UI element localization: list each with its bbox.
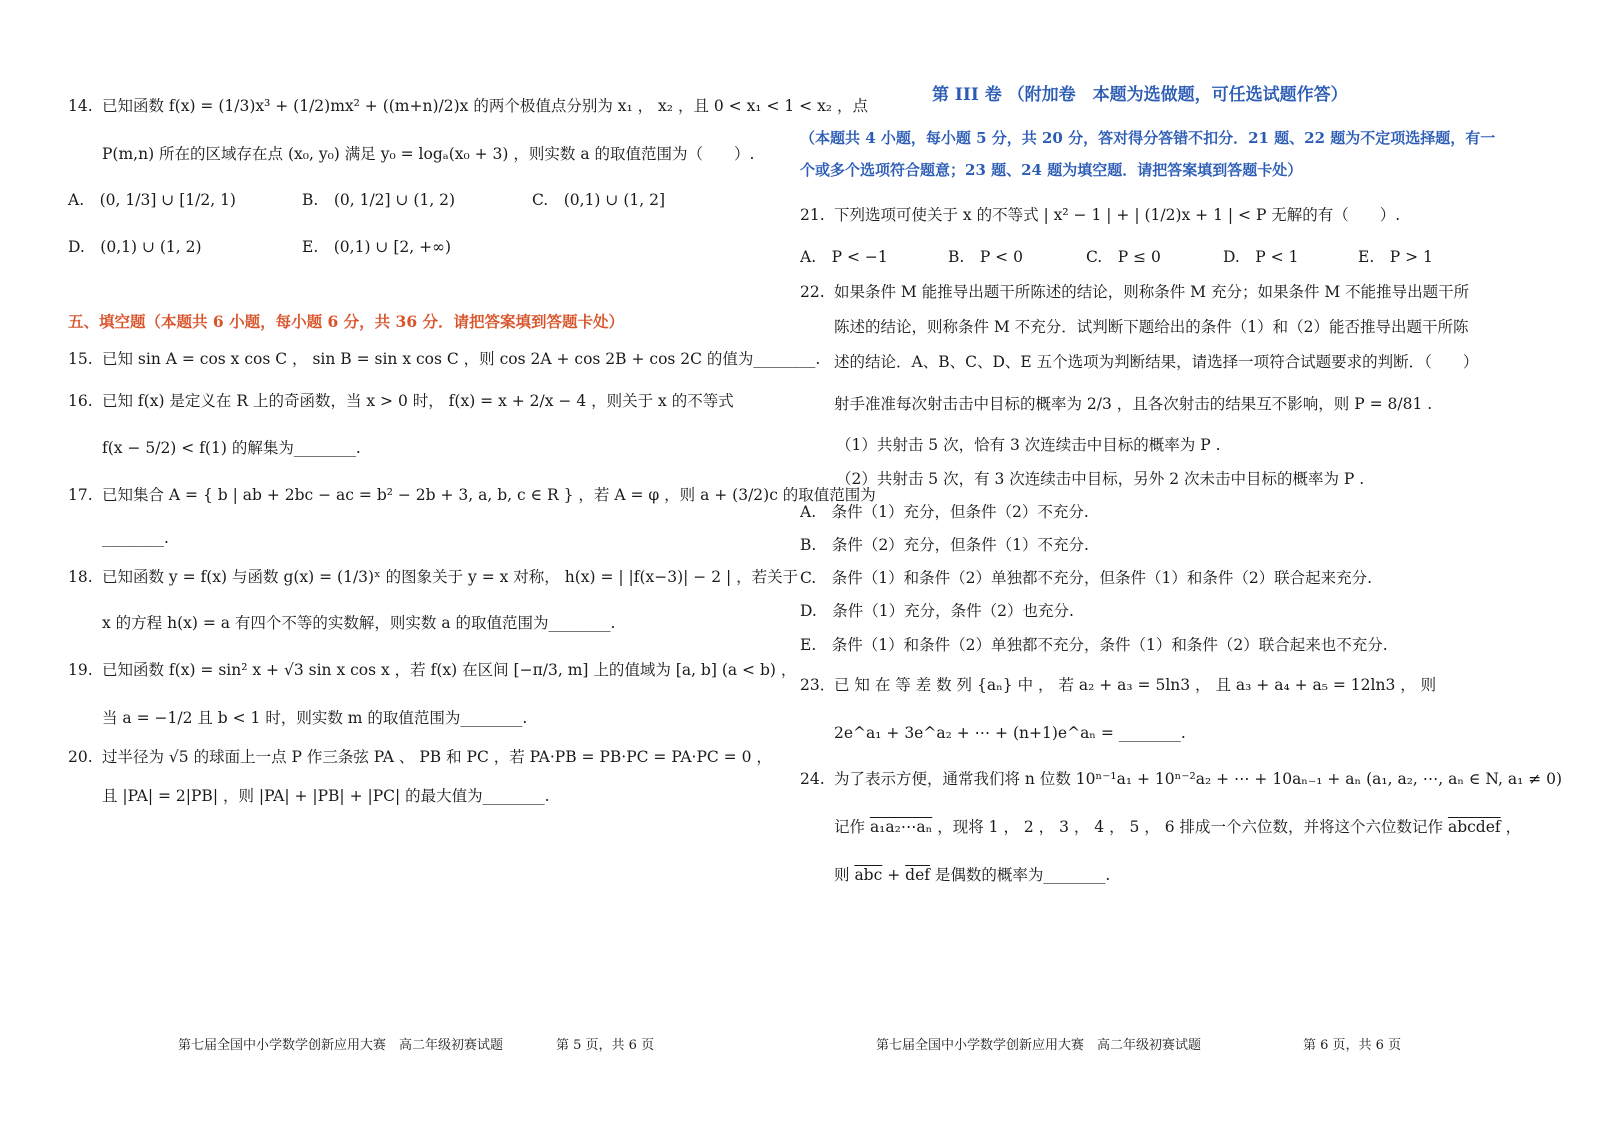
- q17-number: 17.: [68, 486, 93, 504]
- q20-text: 过半径为 √5 的球面上一点 P 作三条弦 PA 、 PB 和 PC ，若 PA·PB = PB·PC = PA·PC = 0 ，: [102, 748, 772, 766]
- q22-text: 如果条件 M 能推导出题干所陈述的结论，则称条件 M 充分；如果条件 M 不能推导出题干所: [834, 283, 1470, 301]
- q15-text: 已知 sin A = cos x cos C ， sin B = sin x cos C ，则 cos 2A + cos 2B + cos 2C 的值为________.: [102, 350, 821, 368]
- q22-option-d: D. 条件（1）充分，条件（2）也充分.: [800, 602, 1074, 620]
- q14-option-c: C. (0,1) ∪ (1, 2]: [532, 191, 665, 209]
- q21-option-d: D. P < 1: [1223, 248, 1299, 266]
- q24-line3-pre: 则: [834, 866, 855, 884]
- q19-text: 已知函数 f(x) = sin² x + √3 sin x cos x ，若 f(x) 在区间 [−π/3, m] 上的值域为 [a, b] (a < b) ，: [102, 661, 797, 679]
- section3-note-line1: （本题共 4 小题，每小题 5 分，共 20 分，答对得分答错不扣分．21 题、22 题为不定项选择题，有一: [800, 129, 1496, 147]
- q24-line2-post: ，: [1500, 818, 1522, 836]
- q23-number: 23．: [800, 676, 836, 694]
- section3-note-line2: 个或多个选项符合题意；23 题、24 题为填空题．请把答案填到答题卡处）: [800, 161, 1303, 179]
- q22-option-b: B. 条件（2）充分，但条件（1）不充分.: [800, 536, 1089, 554]
- section5-heading: 五、填空题（本题共 6 小题，每小题 6 分，共 36 分．请把答案填到答题卡处）: [68, 312, 625, 331]
- q14-line2: P(m,n) 所在的区域存在点 (x₀, y₀) 满足 y₀ = logₐ(x₀ + 3) ，则实数 a 的取值范围为（ ）.: [102, 145, 755, 163]
- q24-text: 为了表示方便，通常我们将 n 位数 10ⁿ⁻¹a₁ + 10ⁿ⁻²a₂ + ⋯ + 10aₙ₋₁ + aₙ (a₁, a₂, ⋯, aₙ ∈ N, a₁ ≠ 0): [834, 770, 1563, 788]
- q16-number: 16.: [68, 392, 93, 410]
- q14-text: 已知函数 f(x) = (1/3)x³ + (1/2)mx² + ((m+n)/2)x 的两个极值点分别为 x₁ ， x₂ ，且 0 < x₁ < 1 < x₂ ，点: [102, 97, 868, 115]
- q18-number: 18.: [68, 568, 93, 586]
- q16-line2: f(x − 5/2) < f(1) 的解集为________.: [102, 439, 361, 457]
- q19-number: 19.: [68, 661, 93, 679]
- q21-option-b: B. P < 0: [948, 248, 1023, 266]
- q21-line1: [800, 204, 1400, 226]
- q18-text: 已知函数 y = f(x) 与函数 g(x) = (1/3)ˣ 的图象关于 y = x 对称， h(x) = | |f(x−3)| − 2 | ，若关于: [102, 568, 799, 586]
- q21-number: 21.: [800, 206, 825, 224]
- q22-option-a: A. 条件（1）充分，但条件（2）不充分.: [800, 503, 1089, 521]
- q23-line1: [800, 674, 1436, 696]
- q14-option-d: D. (0,1) ∪ (1, 2): [68, 238, 202, 256]
- q24-overline-def: $\overline{def}$: [905, 866, 930, 884]
- q18-line1: [68, 566, 798, 588]
- q16-text: 已知 f(x) 是定义在 R 上的奇函数，当 x > 0 时， f(x) = x + 2/x − 4 ，则关于 x 的不等式: [102, 392, 734, 410]
- q24-line2: [834, 816, 1521, 838]
- q24-line2-mid: ，现将 1 ， 2 ， 3 ， 4 ， 5 ， 6 排成一个六位数，并将这个六位数记作: [932, 818, 1448, 836]
- q22-condition-2: （2）共射击 5 次，有 3 次连续击中目标，另外 2 次未击中目标的概率为 P .: [836, 470, 1365, 488]
- q20-line2: 且 |PA| = 2|PB| ，则 |PA| + |PB| + |PC| 的最大值为________.: [102, 787, 550, 805]
- q19-line2: 当 a = −1/2 且 b < 1 时，则实数 m 的取值范围为________.: [102, 709, 528, 727]
- q17-line1: [68, 484, 876, 506]
- right-page: [800, 0, 1600, 1129]
- q24-line3-plus: +: [882, 866, 906, 884]
- q18-line2: x 的方程 h(x) = a 有四个不等的实数解，则实数 a 的取值范围为________.: [102, 614, 616, 632]
- q14-option-b: B. (0, 1/2] ∪ (1, 2): [302, 191, 456, 209]
- footer-page-number: 第 5 页，共 6 页: [556, 1038, 655, 1053]
- q22-option-c: C. 条件（1）和条件（2）单独都不充分，但条件（1）和条件（2）联合起来充分.: [800, 569, 1373, 587]
- q22-option-e: E. 条件（1）和条件（2）单独都不充分，条件（1）和条件（2）联合起来也不充分.: [800, 636, 1388, 654]
- q23-text: 已 知 在 等 差 数 列 {aₙ} 中 ， 若 a₂ + a₃ = 5ln3 ， 且 a₃ + a₄ + a₅ = 12ln3 ， 则: [834, 676, 1437, 694]
- q24-line3-post: 是偶数的概率为________.: [929, 866, 1111, 884]
- q22-condition-1: （1）共射击 5 次，恰有 3 次连续击中目标的概率为 P .: [836, 436, 1221, 454]
- q15-number: 15.: [68, 350, 93, 368]
- q24-overline-abcdef: abcdef: [1447, 818, 1501, 836]
- q19-line1: [68, 659, 796, 681]
- q24-line1: [800, 768, 1562, 790]
- q14-number: 14.: [68, 97, 93, 115]
- q22-line1: [800, 281, 1469, 303]
- q21-text: 下列选项可使关于 x 的不等式 | x² − 1 | + | (1/2)x + 1 | < P 无解的有（ ）.: [834, 206, 1401, 224]
- q20-line1: [68, 746, 772, 768]
- footer-title: 第七届全国中小学数学创新应用大赛 高二年级初赛试题: [876, 1038, 1202, 1053]
- q22-line2: 陈述的结论，则称条件 M 不充分．试判断下题给出的条件（1）和（2）能否推导出题干所陈: [834, 318, 1469, 336]
- footer-page-number: 第 6 页，共 6 页: [1303, 1038, 1402, 1053]
- footer-title: 第七届全国中小学数学创新应用大赛 高二年级初赛试题: [178, 1038, 504, 1053]
- q17-text: 已知集合 A = { b | ab + 2bc − ac = b² − 2b + 3, a, b, c ∈ R } ，若 A = φ ，则 a + (3/2)c 的取值范围为: [102, 486, 876, 504]
- q22-line4: 射手准准每次射击击中目标的概率为 2/3 ，且各次射击的结果互不影响，则 P = 8/81 .: [834, 395, 1433, 413]
- q14-option-a: A. (0, 1/3] ∪ [1/2, 1): [68, 191, 236, 209]
- q20-number: 20.: [68, 748, 93, 766]
- q22-number: 22.: [800, 283, 825, 301]
- q23-line2: 2e^a₁ + 3e^a₂ + ⋯ + (n+1)e^aₙ = ________.: [834, 724, 1186, 742]
- section3-title: 第 III 卷 （附加卷 本题为选做题，可任选试题作答）: [932, 85, 1348, 105]
- q24-line3: [834, 864, 1110, 886]
- q21-option-c: C. P ≤ 0: [1086, 248, 1161, 266]
- q15-line1: [68, 348, 820, 370]
- q24-line2-pre: 记作: [834, 818, 870, 836]
- q24-overline-a1a2an: a₁a₂⋯aₙ: [869, 818, 933, 836]
- q16-line1: [68, 390, 734, 412]
- q24-overline-abc: $\overline{abc}$: [854, 866, 883, 884]
- q14-line1: [68, 95, 868, 117]
- q14-option-e: E. (0,1) ∪ [2, +∞): [302, 238, 452, 256]
- q17-line2: ________.: [102, 529, 169, 547]
- q21-option-a: A. P < −1: [800, 248, 888, 266]
- q22-line3: 述的结论．A、B、C、D、E 五个选项为判断结果，请选择一项符合试题要求的判断．（ ）: [834, 353, 1479, 371]
- q24-number: 24.: [800, 770, 825, 788]
- q21-option-e: E. P > 1: [1358, 248, 1433, 266]
